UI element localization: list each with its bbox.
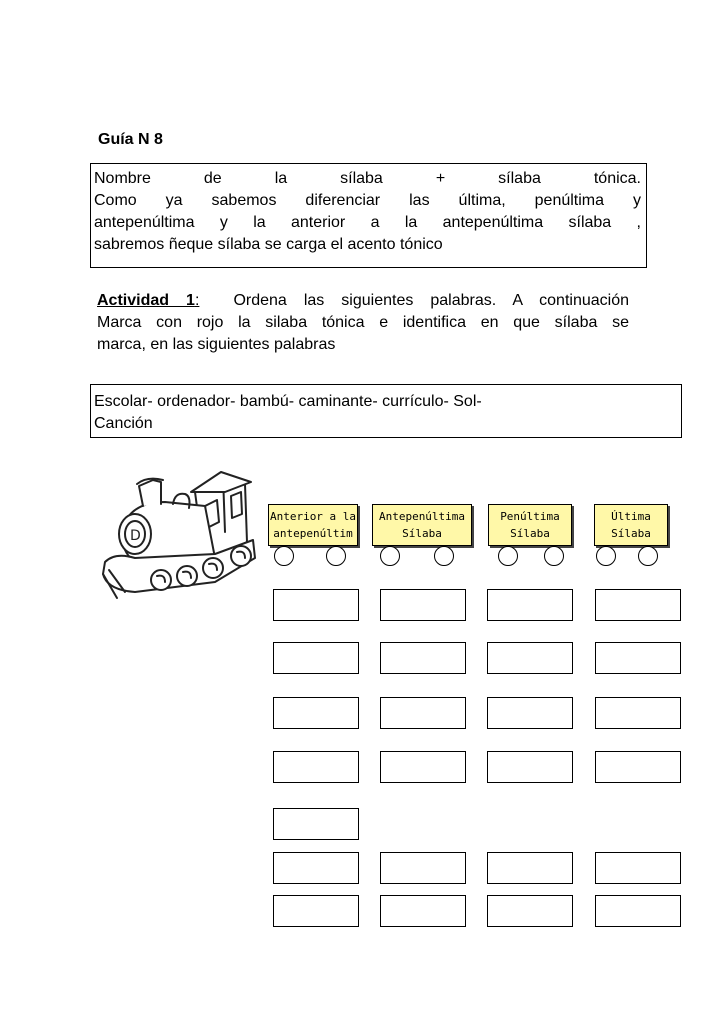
answer-box-penultima[interactable] bbox=[487, 895, 573, 927]
words-box bbox=[90, 384, 682, 438]
header-wheel bbox=[380, 546, 400, 566]
answer-box-penultima[interactable] bbox=[487, 697, 573, 729]
intro-box bbox=[90, 163, 647, 268]
column-header-ultima bbox=[594, 504, 668, 546]
header-wheel bbox=[544, 546, 564, 566]
activity-line-1: Ordena las siguientes palabras. A continuación bbox=[233, 292, 629, 309]
activity-label: Actividad 1 bbox=[97, 292, 195, 309]
answer-box-anterior[interactable] bbox=[273, 852, 359, 884]
words-line-2: Canción bbox=[94, 415, 153, 432]
column-header-ultima-line2: Sílaba bbox=[611, 527, 651, 540]
answer-box-antepenultima[interactable] bbox=[380, 589, 466, 621]
intro-line-2: Como ya sabemos diferenciar las última, penúltima y bbox=[94, 192, 641, 209]
answer-box-penultima[interactable] bbox=[487, 852, 573, 884]
header-wheel bbox=[596, 546, 616, 566]
answer-box-antepenultima[interactable] bbox=[380, 895, 466, 927]
train-illustration bbox=[95, 462, 265, 612]
answer-box-antepenultima[interactable] bbox=[380, 642, 466, 674]
answer-box-antepenultima[interactable] bbox=[380, 751, 466, 783]
column-header-anterior-line1: Anterior a la bbox=[269, 510, 357, 523]
answer-box-ultima[interactable] bbox=[595, 751, 681, 783]
column-header-ultima-line1: Última bbox=[611, 510, 651, 523]
header-wheel bbox=[274, 546, 294, 566]
activity-line-3: marca, en las siguientes palabras bbox=[97, 336, 336, 353]
answer-box-ultima[interactable] bbox=[595, 642, 681, 674]
activity-line-2: Marca con rojo la silaba tónica e identifica en que sílaba se bbox=[97, 314, 629, 331]
answer-box-ultima[interactable] bbox=[595, 697, 681, 729]
activity-colon: : bbox=[194, 292, 200, 309]
answer-box-ultima[interactable] bbox=[595, 589, 681, 621]
intro-line-1: Nombre de la sílaba + sílaba tónica. bbox=[94, 170, 641, 187]
answer-box-anterior[interactable] bbox=[273, 751, 359, 783]
column-header-penultima bbox=[488, 504, 572, 546]
column-header-anterior bbox=[268, 504, 358, 546]
svg-text:D: D bbox=[130, 528, 141, 544]
intro-line-4: sabremos ñeque sílaba se carga el acento tónico bbox=[94, 236, 443, 253]
answer-box-penultima[interactable] bbox=[487, 589, 573, 621]
header-wheel bbox=[638, 546, 658, 566]
answer-box-penultima[interactable] bbox=[487, 642, 573, 674]
answer-box-anterior[interactable] bbox=[273, 895, 359, 927]
answer-box-anterior[interactable] bbox=[273, 642, 359, 674]
column-header-antepenultima bbox=[372, 504, 472, 546]
header-wheel bbox=[498, 546, 518, 566]
answer-box-anterior[interactable] bbox=[273, 589, 359, 621]
column-header-anterior-line2: antepenúltim bbox=[273, 527, 353, 540]
header-wheel bbox=[434, 546, 454, 566]
column-header-antepenultima-line1: Antepenúltima bbox=[378, 510, 466, 523]
answer-box-anterior[interactable] bbox=[273, 808, 359, 840]
answer-box-anterior[interactable] bbox=[273, 697, 359, 729]
header-wheel bbox=[326, 546, 346, 566]
column-header-penultima-line2: Sílaba bbox=[510, 527, 550, 540]
column-header-antepenultima-line2: Sílaba bbox=[402, 527, 442, 540]
intro-line-3: antepenúltima y la anterior a la antepenúltima sílaba , bbox=[94, 214, 641, 231]
page-title: Guía N 8 bbox=[98, 131, 163, 148]
answer-box-antepenultima[interactable] bbox=[380, 852, 466, 884]
answer-box-ultima[interactable] bbox=[595, 852, 681, 884]
answer-box-penultima[interactable] bbox=[487, 751, 573, 783]
activity-instructions bbox=[97, 290, 629, 356]
words-line-1: Escolar- ordenador- bambú- caminante- currículo- Sol- bbox=[94, 393, 482, 410]
answer-box-antepenultima[interactable] bbox=[380, 697, 466, 729]
answer-box-ultima[interactable] bbox=[595, 895, 681, 927]
column-header-penultima-line1: Penúltima bbox=[500, 510, 560, 523]
